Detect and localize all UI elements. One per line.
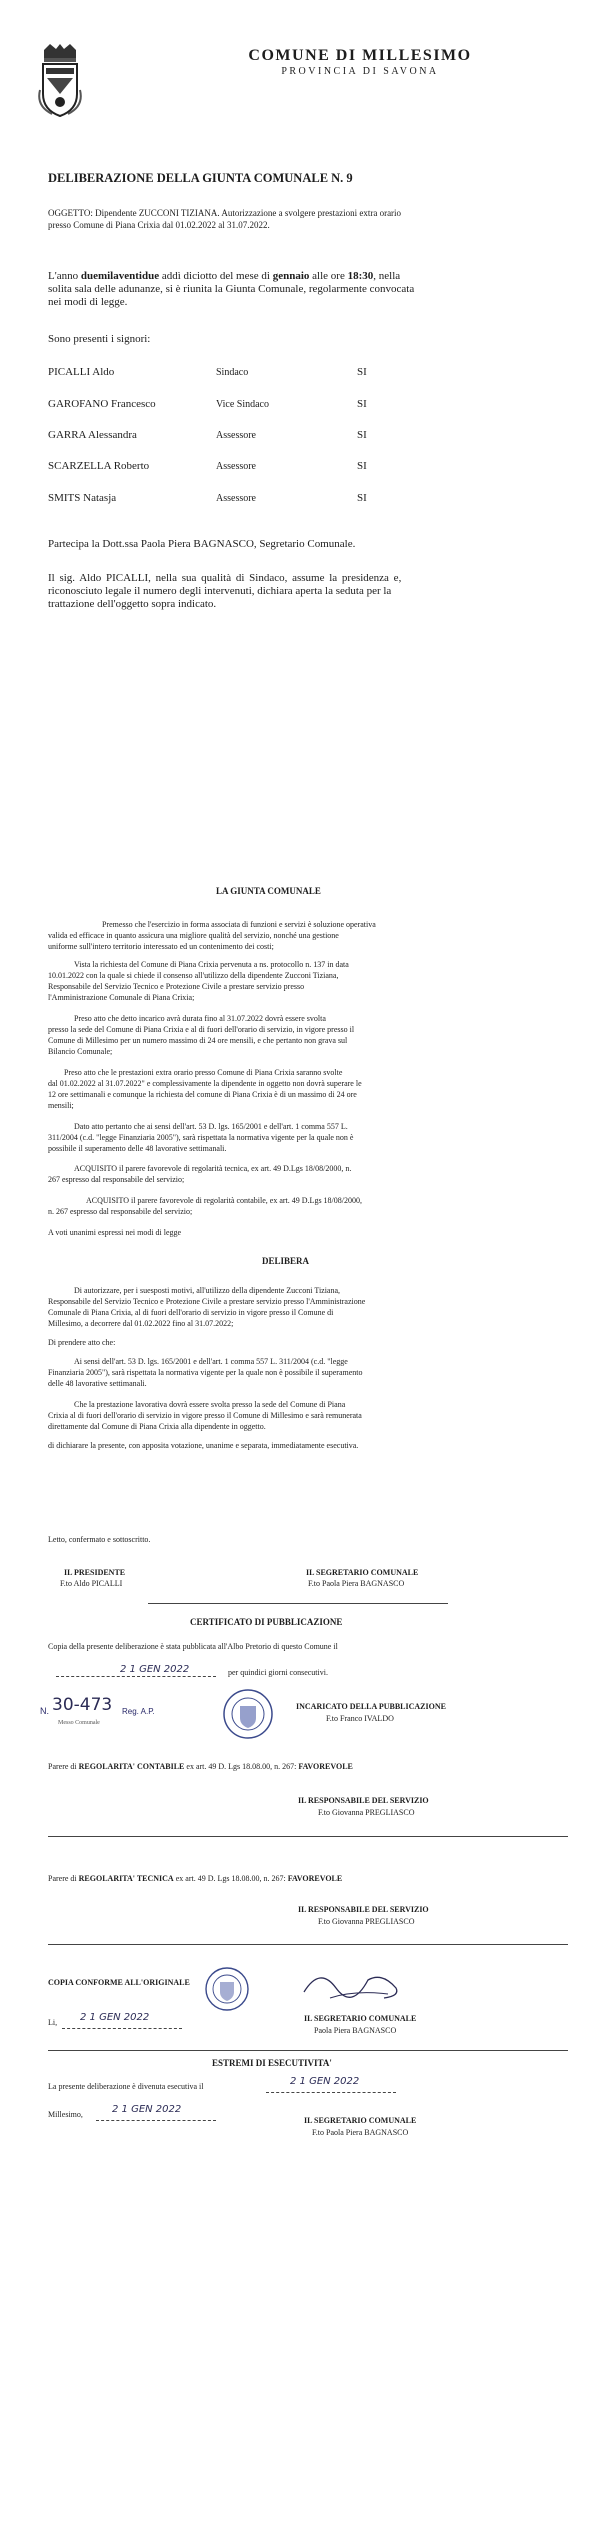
president-name: F.to Aldo PICALLI	[60, 1579, 123, 1588]
body-p1-l2: valida ed efficace in quanto assicura una migliore qualità del servizio, nonché una gestione	[48, 931, 339, 940]
body-p5-l3: possibile il superamento delle 48 lavorative settimanali.	[48, 1144, 227, 1153]
municipality-name: COMUNE DI MILLESIMO	[248, 47, 472, 64]
official-round-stamp	[222, 1688, 274, 1740]
body-p6-l1: ACQUISITO il parere favorevole di regolarità tecnica, ex art. 49 D.Lgs 18/08/2000, n.	[74, 1164, 352, 1173]
copy-date-prefix: Li,	[48, 2018, 58, 2027]
opinion-verdict: FAVOREVOLE	[298, 1762, 353, 1771]
delibera-d1-l3: Comunale di Piana Crixia, al di fuori dell'orario di servizio in vigore presso il Comune di	[48, 1308, 334, 1317]
body-p3-l3: Comune di Millesimo per un numero massimo di 24 ore mensili, e che pertanto non grava sul	[48, 1036, 348, 1045]
body-p5-l1: Dato atto pertanto che ai sensi dell'art. 53 D. lgs. 165/2001 e dell'art. 1 comma 557 L.	[74, 1122, 348, 1131]
copy-date-handwritten: 2 1 GEN 2022	[80, 2012, 150, 2023]
mayor-paragraph-line-3: trattazione dell'oggetto sopra indicato.	[48, 598, 217, 610]
opinion-text: Parere di	[48, 1762, 79, 1771]
subject-line-2: presso Comune di Piana Crixia dal 01.02.2022 al 31.07.2022.	[48, 220, 270, 230]
opinion-text: Parere di	[48, 1874, 79, 1883]
body-p4-l2: dal 01.02.2022 al 31.07.2022" e complessivamente la dipendente in oggetto non dovrà superare le	[48, 1079, 362, 1088]
intro-line-2: solita sala delle adunanze, si è riunita la Giunta Comunale, regolarmente convocata	[48, 283, 415, 295]
subject-line-1: OGGETTO: Dipendente ZUCCONI TIZIANA. Autorizzazione a svolgere prestazioni extra orario	[48, 208, 402, 218]
deliberation-title: DELIBERAZIONE DELLA GIUNTA COMUNALE N. 9	[48, 171, 353, 185]
body-p8: A voti unanimi espressi nei modi di legge	[48, 1228, 182, 1237]
executivity-line: La presente deliberazione è divenuta esecutiva il	[48, 2082, 204, 2091]
intro-year: duemilaventidue	[80, 270, 160, 282]
body-p7-l1: ACQUISITO il parere favorevole di regolarità contabile, ex art. 49 D.Lgs 18/08/2000,	[86, 1196, 362, 1205]
member-name: SMITS Natasja	[48, 492, 117, 504]
president-title: IL PRESIDENTE	[64, 1568, 126, 1577]
member-role: Assessore	[216, 461, 256, 472]
body-p4-l3: 12 ore settimanali e comunque la richiesta del comune di Piana Crixia è di un massimo di 24 ore	[48, 1090, 357, 1099]
delibera-d2: Di prendere atto che:	[48, 1338, 116, 1347]
giunta-heading: LA GIUNTA COMUNALE	[216, 886, 321, 896]
intro-time: 18:30	[347, 270, 374, 282]
body-p6-l2: 267 espresso dal responsabile del servizio;	[48, 1175, 185, 1184]
member-present: SI	[357, 398, 367, 410]
member-present: SI	[357, 460, 367, 472]
section-divider	[48, 1836, 568, 1837]
province-name: PROVINCIA DI SAVONA	[281, 66, 439, 77]
reg-prefix: N.	[40, 1706, 49, 1716]
section-divider	[148, 1603, 448, 1604]
section-divider	[48, 1944, 568, 1945]
technical-resp-name: F.to Giovanna PREGLIASCO	[318, 1917, 415, 1926]
publication-line-2: per quindici giorni consecutivi.	[228, 1668, 328, 1677]
date-underline	[56, 1676, 216, 1677]
secretary-name: F.to Paola Piera BAGNASCO	[308, 1579, 405, 1588]
opinion-type: REGOLARITA' TECNICA	[78, 1874, 174, 1883]
body-p7-l2: n. 267 espresso dal responsabile del servizio;	[48, 1207, 193, 1216]
member-present: SI	[357, 492, 367, 504]
member-present: SI	[357, 429, 367, 441]
body-p2-l4: l'Amministrazione Comunale di Piana Crixia;	[48, 993, 195, 1002]
body-p1-l1: Premesso che l'esercizio in forma associata di funzioni e servizi è soluzione operativa	[102, 920, 376, 929]
member-role: Sindaco	[216, 367, 249, 378]
section-divider	[48, 2050, 568, 2051]
body-p4-l1: Preso atto che le prestazioni extra orario presso Comune di Piana Crixia saranno svolte	[64, 1068, 343, 1077]
body-p4-l4: mensili;	[48, 1101, 74, 1110]
executivity-date-handwritten: 2 1 GEN 2022	[290, 2076, 360, 2087]
date-underline	[96, 2120, 216, 2121]
delibera-d3-l2: Finanziaria 2005"), sarà rispettata la normativa vigente per la quale non è possibile il superamento	[48, 1368, 363, 1377]
publication-line-1: Copia della presente deliberazione è stata pubblicata all'Albo Pretorio di questo Comune il	[48, 1642, 338, 1651]
date-underline	[266, 2092, 396, 2093]
delibera-d1-l1: Di autorizzare, per i suesposti motivi, all'utilizzo della dipendente Zucconi Tiziana,	[74, 1286, 341, 1295]
body-p2-l1: Vista la richiesta del Comune di Piana Crixia pervenuta a ns. protocollo n. 137 in data	[74, 960, 349, 969]
delibera-d1-l2: Responsabile del Servizio Tecnico e Protezione Civile a prestare servizio presso l'Amministrazione	[48, 1297, 366, 1306]
read-confirmed-line: Letto, confermato e sottoscritto.	[48, 1535, 151, 1544]
member-name: SCARZELLA Roberto	[48, 460, 150, 472]
member-role: Assessore	[216, 430, 256, 441]
body-p3-l2: presso la sede del Comune di Piana Crixia e al di fuori dell'orario di servizio, in vigore presso il	[48, 1025, 355, 1034]
accounting-resp-title: IL RESPONSABILE DEL SERVIZIO	[298, 1796, 429, 1805]
member-name: PICALLI Aldo	[48, 366, 115, 378]
opinion-verdict: FAVOREVOLE	[287, 1874, 343, 1883]
intro-text: addì diciotto del mese di	[159, 270, 273, 282]
technical-resp-title: IL RESPONSABILE DEL SERVIZIO	[298, 1905, 429, 1914]
member-role: Vice Sindaco	[216, 399, 269, 410]
executivity-secretary-title: IL SEGRETARIO COMUNALE	[304, 2116, 417, 2125]
executivity-place-date-handwritten: 2 1 GEN 2022	[112, 2104, 182, 2115]
opinion-text: ex art. 49 D. Lgs 18.08.00, n. 267:	[173, 1874, 288, 1883]
delibera-d5: di dichiarare la presente, con apposita votazione, unanime e separata, immediatamente esecutiva.	[48, 1441, 359, 1450]
secretary-participation: Partecipa la Dott.ssa Paola Piera BAGNASCO, Segretario Comunale.	[48, 538, 356, 550]
executivity-place: Millesimo,	[48, 2110, 83, 2119]
mayor-paragraph-line-2: riconosciuto legale il numero degli intervenuti, dichiara aperta la seduta per la	[48, 585, 392, 597]
present-label: Sono presenti i signori:	[48, 333, 151, 345]
technical-opinion-line	[48, 1874, 342, 1883]
copy-secretary-name: Paola Piera BAGNASCO	[314, 2026, 397, 2035]
delibera-heading: DELIBERA	[262, 1256, 310, 1266]
body-p1-l3: uniforme sull'intero territorio interessato ed un contenimento dei costi;	[48, 942, 274, 951]
accounting-opinion-line	[48, 1762, 353, 1771]
executivity-secretary-name: F.to Paola Piera BAGNASCO	[312, 2128, 409, 2137]
body-p5-l2: 311/2004 (c.d. "legge Finanziaria 2005"), sarà rispettata la normativa vigente per la quale non è	[48, 1133, 354, 1142]
reg-note: Messo Comunale	[58, 1720, 100, 1726]
reg-suffix: Reg. A.P.	[122, 1707, 155, 1716]
handwritten-signature	[300, 1962, 410, 2006]
member-present: SI	[357, 366, 367, 378]
intro-line-1	[48, 270, 400, 282]
publication-officer-title: INCARICATO DELLA PUBBLICAZIONE	[296, 1702, 446, 1711]
delibera-d4-l1: Che la prestazione lavorativa dovrà essere svolta presso la sede del Comune di Piana	[74, 1400, 346, 1409]
delibera-d3-l1: Ai sensi dell'art. 53 D. lgs. 165/2001 e dell'art. 1 comma 557 L. 311/2004 (c.d. "legge	[74, 1357, 348, 1366]
body-p3-l1: Preso atto che detto incarico avrà durata fino al 31.07.2022 dovrà essere svolta	[74, 1014, 326, 1023]
copy-secretary-title: IL SEGRETARIO COMUNALE	[304, 2014, 417, 2023]
delibera-d4-l3: direttamente dal Comune di Piana Crixia alla dipendente in oggetto.	[48, 1422, 266, 1431]
reg-number-handwritten: 30-473	[52, 1695, 113, 1715]
member-role: Assessore	[216, 493, 256, 504]
comune-crest-logo	[38, 44, 82, 118]
mayor-paragraph-line-1: Il sig. Aldo PICALLI, nella sua qualità di Sindaco, assume la presidenza e,	[48, 572, 402, 584]
body-p3-l4: Bilancio Comunale;	[48, 1047, 113, 1056]
intro-text: L'anno	[48, 270, 81, 282]
publication-date-handwritten: 2 1 GEN 2022	[120, 1664, 190, 1675]
member-name: GAROFANO Francesco	[48, 398, 156, 410]
intro-month: gennaio	[272, 270, 310, 282]
official-round-stamp	[204, 1966, 250, 2012]
delibera-d3-l3: delle 48 lavorative settimanali.	[48, 1379, 147, 1388]
body-p2-l3: Responsabile del Servizio Tecnico e Protezione Civile a prestare servizio presso	[48, 982, 305, 991]
delibera-d4-l2: Crixia al di fuori dell'orario di servizio in vigore presso il Comune di Millesimo e sarà remunerata	[48, 1411, 362, 1420]
copy-heading: COPIA CONFORME ALL'ORIGINALE	[48, 1978, 190, 1987]
intro-text: alle ore	[309, 270, 348, 282]
publication-heading: CERTIFICATO DI PUBBLICAZIONE	[190, 1617, 343, 1627]
accounting-resp-name: F.to Giovanna PREGLIASCO	[318, 1808, 415, 1817]
member-name: GARRA Alessandra	[48, 429, 137, 441]
delibera-d1-l4: Millesimo, a decorrere dal 01.02.2022 fino al 31.07.2022;	[48, 1319, 234, 1328]
opinion-text: ex art. 49 D. Lgs 18.08.00, n. 267:	[184, 1762, 299, 1771]
body-p2-l2: 10.01.2022 con la quale si chiede il consenso all'utilizzo della dipendente Zucconi Tiziana,	[48, 971, 339, 980]
intro-text: , nella	[373, 270, 401, 282]
date-underline	[62, 2028, 182, 2029]
executivity-heading: ESTREMI DI ESECUTIVITA'	[212, 2058, 332, 2068]
intro-line-3: nei modi di legge.	[48, 296, 128, 308]
opinion-type: REGOLARITA' CONTABILE	[78, 1762, 185, 1771]
publication-officer-name: F.to Franco IVALDO	[326, 1714, 394, 1723]
secretary-title: IL SEGRETARIO COMUNALE	[306, 1568, 419, 1577]
